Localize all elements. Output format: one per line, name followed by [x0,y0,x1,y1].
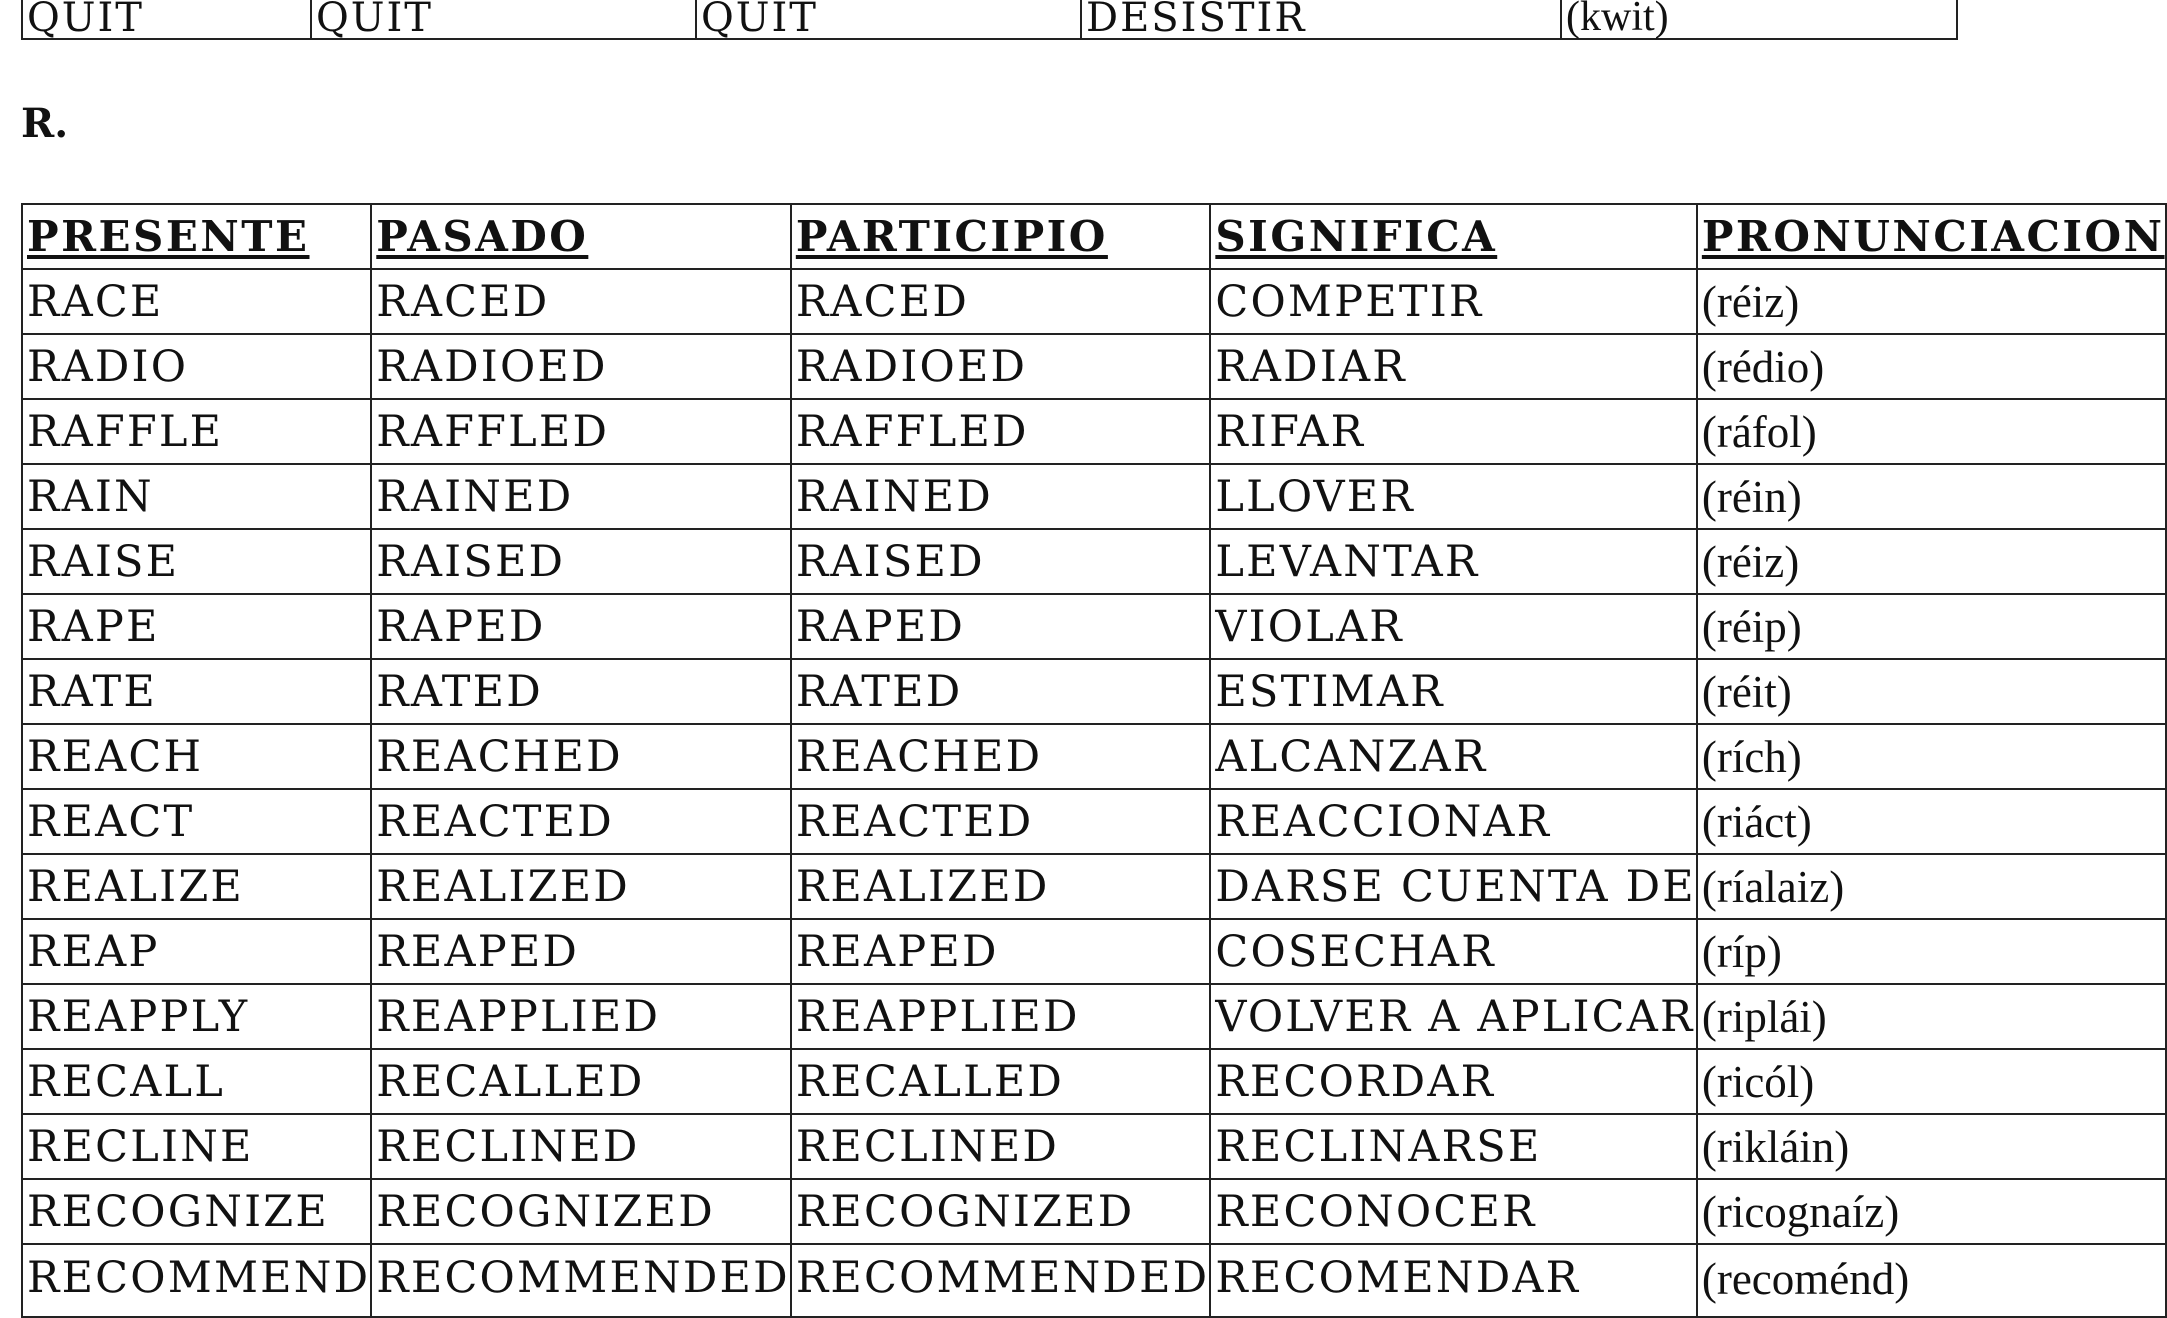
table-cell-presente: REACT [22,789,371,854]
table-cell-participio: QUIT [696,0,1081,39]
table-row [22,659,2166,724]
table-cell-participio: RACED [791,269,1211,334]
table-cell-pasado: RACED [371,269,791,334]
table-cell-pasado: RAPED [371,594,791,659]
table-cell-significa: RECONOCER [1210,1179,1697,1244]
table-cell-participio: REACHED [791,724,1211,789]
table-cell-presente: RECOMMEND [22,1244,371,1317]
header-pasado: PASADO [371,204,791,269]
table-cell-pasado: RAFFLED [371,399,791,464]
table-cell-presente: RAPE [22,594,371,659]
verb-table [21,203,2167,1318]
table-row [22,1179,2166,1244]
table-cell-significa: RECLINARSE [1210,1114,1697,1179]
table-cell-participio: RAINED [791,464,1211,529]
table-cell-pronunciacion: (réin) [1697,464,2166,529]
table-cell-presente: RACE [22,269,371,334]
table-cell-pasado: REAPED [371,919,791,984]
table-cell-significa: LLOVER [1210,464,1697,529]
table-cell-significa: RECOMENDAR [1210,1244,1697,1317]
table-cell-pasado: QUIT [311,0,696,39]
table-row [22,984,2166,1049]
table-cell-pronunciacion: (kwit) [1561,0,1957,39]
table-cell-significa: COMPETIR [1210,269,1697,334]
table-row [22,529,2166,594]
table-cell-significa: VOLVER A APLICAR [1210,984,1697,1049]
table-header-row [22,204,2166,269]
table-cell-pasado: RECALLED [371,1049,791,1114]
table-cell-significa: RECORDAR [1210,1049,1697,1114]
table-cell-participio: RAISED [791,529,1211,594]
table-cell-pronunciacion: (rích) [1697,724,2166,789]
table-row [22,464,2166,529]
table-cell-significa: LEVANTAR [1210,529,1697,594]
table-row [22,334,2166,399]
table-cell-pronunciacion: (réiz) [1697,529,2166,594]
table-cell-pronunciacion: (ripláі) [1697,984,2166,1049]
table-cell-pasado: RAINED [371,464,791,529]
table-cell-pasado: REACHED [371,724,791,789]
table-cell-pasado: RECOMMENDED [371,1244,791,1317]
table-cell-pronunciacion: (rikláin) [1697,1114,2166,1179]
table-cell-presente: RAFFLE [22,399,371,464]
table-cell-presente: RECLINE [22,1114,371,1179]
table-cell-participio: RADIOED [791,334,1211,399]
table-cell-participio: RECOGNIZED [791,1179,1211,1244]
table-cell-significa: ESTIMAR [1210,659,1697,724]
table-cell-participio: REAPED [791,919,1211,984]
header-significa: SIGNIFICA [1210,204,1697,269]
table-cell-significa: ALCANZAR [1210,724,1697,789]
table-cell-participio: RECLINED [791,1114,1211,1179]
table-row [22,1244,2166,1317]
table-cell-presente: RADIO [22,334,371,399]
table-cell-significa: REACCIONAR [1210,789,1697,854]
table-cell-significa: DARSE CUENTA DE [1210,854,1697,919]
table-cell-significa: RIFAR [1210,399,1697,464]
table-row [22,399,2166,464]
table-cell-presente: REACH [22,724,371,789]
table-cell-pronunciacion: (réit) [1697,659,2166,724]
table-cell-pronunciacion: (ríp) [1697,919,2166,984]
table-cell-presente: QUIT [22,0,311,39]
table-cell-pasado: RECOGNIZED [371,1179,791,1244]
table-cell-pronunciacion: (ráfol) [1697,399,2166,464]
table-cell-pasado: RECLINED [371,1114,791,1179]
table-cell-pronunciacion: (ricognaíz) [1697,1179,2166,1244]
table-cell-significa: COSECHAR [1210,919,1697,984]
table-cell-participio: REAPPLIED [791,984,1211,1049]
table-cell-participio: RECALLED [791,1049,1211,1114]
header-pronunciacion: PRONUNCIACION [1697,204,2166,269]
table-row [22,0,1957,39]
table-cell-pasado: RAISED [371,529,791,594]
table-cell-pronunciacion: (recoménd) [1697,1244,2166,1317]
table-row [22,919,2166,984]
table-cell-presente: RAISE [22,529,371,594]
table-cell-pasado: REAPPLIED [371,984,791,1049]
table-cell-significa: RADIAR [1210,334,1697,399]
table-cell-presente: REALIZE [22,854,371,919]
table-cell-significa: DESISTIR [1081,0,1561,39]
table-cell-presente: RECOGNIZE [22,1179,371,1244]
table-row [22,854,2166,919]
previous-section-table [21,0,1958,40]
header-presente: PRESENTE [22,204,371,269]
table-row [22,1049,2166,1114]
table-cell-presente: REAP [22,919,371,984]
table-cell-pronunciacion: (réiz) [1697,269,2166,334]
table-cell-participio: REACTED [791,789,1211,854]
table-cell-presente: RATE [22,659,371,724]
table-cell-participio: RECOMMENDED [791,1244,1211,1317]
table-cell-participio: RAPED [791,594,1211,659]
table-cell-significa: VIOLAR [1210,594,1697,659]
section-heading: R. [21,100,69,147]
table-row [22,724,2166,789]
table-cell-presente: REAPPLY [22,984,371,1049]
table-cell-pronunciacion: (réip) [1697,594,2166,659]
table-cell-pronunciacion: (rédio) [1697,334,2166,399]
table-cell-pasado: REACTED [371,789,791,854]
table-cell-pronunciacion: (ricól) [1697,1049,2166,1114]
table-cell-pronunciacion: (riáct) [1697,789,2166,854]
table-cell-participio: REALIZED [791,854,1211,919]
table-row [22,1114,2166,1179]
table-row [22,594,2166,659]
table-cell-presente: RECALL [22,1049,371,1114]
table-cell-participio: RAFFLED [791,399,1211,464]
table-cell-pasado: REALIZED [371,854,791,919]
table-row [22,789,2166,854]
table-row [22,269,2166,334]
table-cell-presente: RAIN [22,464,371,529]
table-cell-participio: RATED [791,659,1211,724]
table-cell-pronunciacion: (ríalaiz) [1697,854,2166,919]
table-cell-pasado: RADIOED [371,334,791,399]
header-participio: PARTICIPIO [791,204,1211,269]
table-cell-pasado: RATED [371,659,791,724]
